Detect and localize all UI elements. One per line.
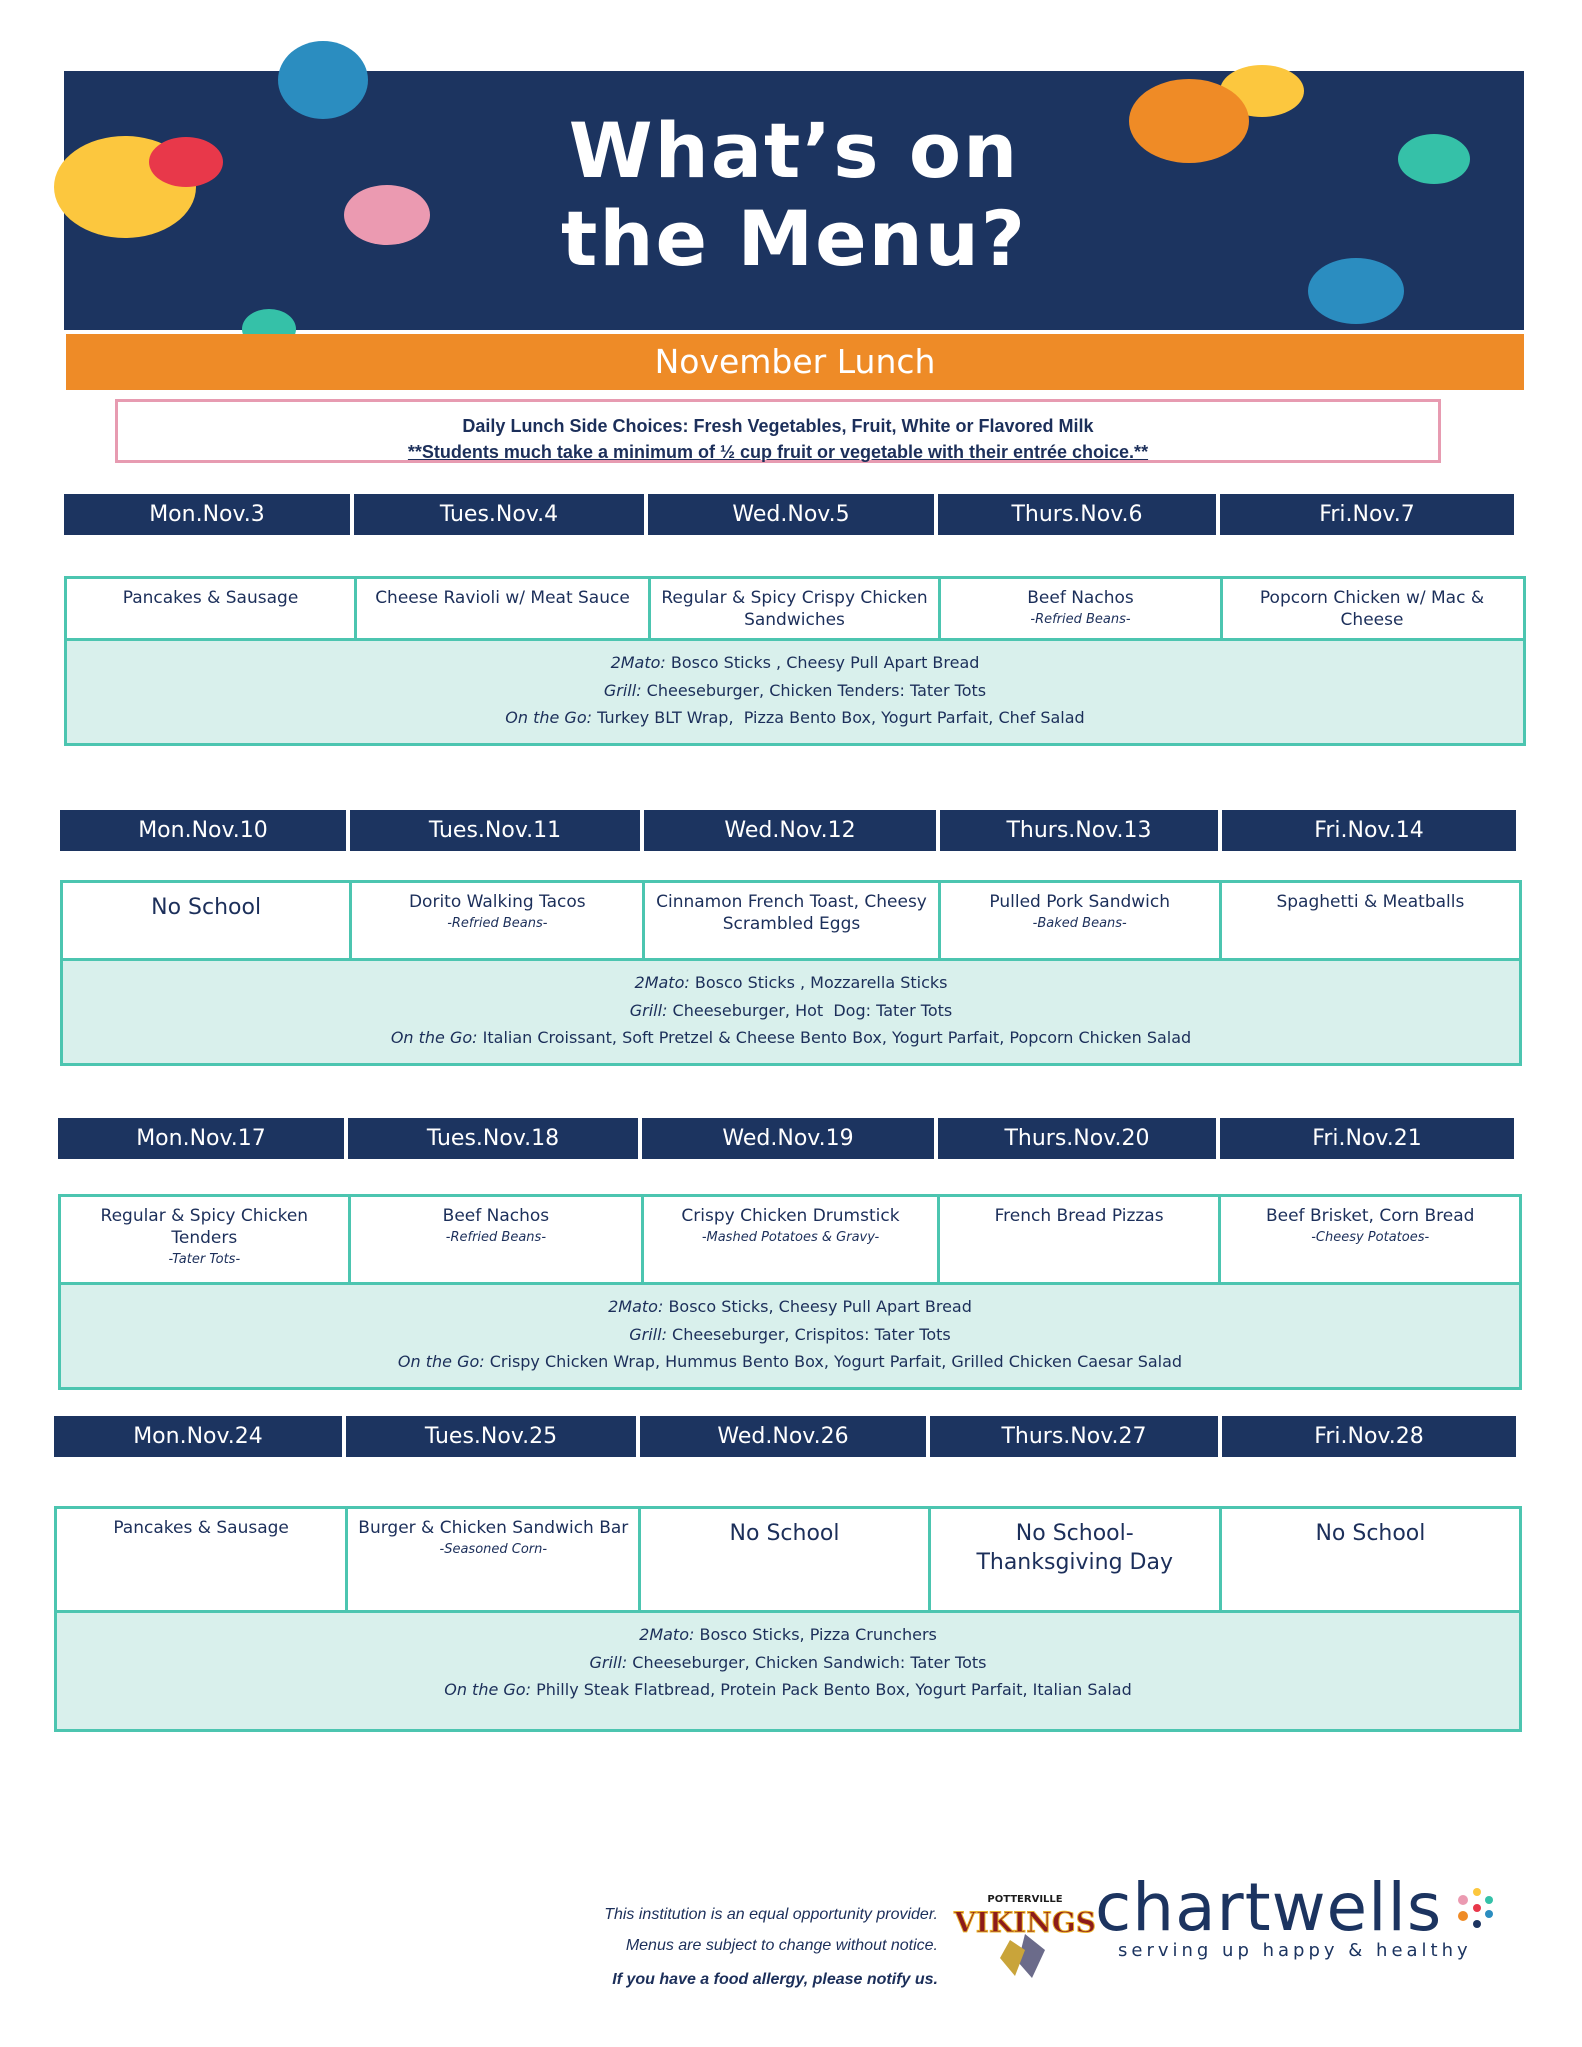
entree-title: Spaghetti & Meatballs [1276,892,1465,912]
special-text: Cheeseburger, Chicken Tenders: Tater Tots [641,680,987,700]
day-header: Mon.Nov.17 [58,1118,344,1159]
special-text: Bosco Sticks, Cheesy Pull Apart Bread [663,1297,972,1316]
vikings-logo [954,1890,1096,1980]
special-line [67,649,1523,677]
special-text: Turkey BLT Wrap, Pizza Bento Box, Yogurt Parfait, Chef Salad [592,708,1085,727]
day-header: Fri.Nov.7 [1220,494,1514,535]
day-header: Tues.Nov.11 [350,810,640,851]
entree-row [61,1197,1519,1285]
entree-title: Cheese Ravioli w/ Meat Sauce [375,588,630,608]
entree-title: No School [151,895,262,920]
day-header: Mon.Nov.3 [64,494,350,535]
vikings-logo-main: VIKINGS [954,1906,1096,1939]
entree-title: French Bread Pizzas [994,1206,1164,1226]
month-subtitle: November Lunch [66,334,1524,390]
menu-grid [54,1506,1522,1732]
entree-side: -Refried Beans- [1030,612,1131,627]
special-line [61,1293,1519,1321]
entree-title: No School- Thanksgiving Day [976,1521,1173,1575]
special-label: On the Go: [505,708,593,727]
entree-cell [61,1197,351,1282]
entree-cell [1222,1509,1519,1610]
entree-row [67,579,1523,641]
special-text: Crispy Chicken Wrap, Hummus Bento Box, Yogurt Parfait, Grilled Chicken Caesar Salad [484,1352,1183,1371]
entree-title: Beef Nachos [1027,588,1134,608]
special-line [67,704,1523,732]
day-header: Thurs.Nov.13 [940,810,1218,851]
special-line [67,677,1523,705]
notice-line1: Daily Lunch Side Choices: Fresh Vegetables, Fruit, White or Flavored Milk [462,416,1094,436]
special-line [63,969,1519,997]
special-line [61,1321,1519,1349]
entree-cell [1222,883,1519,958]
entree-title: No School [729,1521,840,1546]
special-label: 2Mato: [634,973,690,992]
special-text: Cheeseburger, Crispitos: Tater Tots [666,1324,951,1344]
day-header: Mon.Nov.10 [60,810,346,851]
entree-row [57,1509,1519,1613]
entree-side: -Refried Beans- [447,916,548,931]
entree-cell [63,883,352,958]
entree-cell [941,883,1222,958]
entree-cell [357,579,651,638]
special-line [57,1649,1519,1677]
specials-row [67,641,1523,743]
entree-side: -Tater Tots- [168,1252,241,1267]
day-header: Thurs.Nov.20 [938,1118,1216,1159]
day-header: Fri.Nov.14 [1222,810,1516,851]
entree-title: Cinnamon French Toast, Cheesy Scrambled Eggs [656,892,927,934]
special-text: Bosco Sticks , Cheesy Pull Apart Bread [665,653,980,672]
entree-cell [57,1509,348,1610]
special-label: On the Go: [397,1352,485,1371]
entree-cell [931,1509,1222,1610]
chartwells-tagline: serving up happy & healthy [1118,1940,1472,1961]
entree-cell [348,1509,641,1610]
special-text: Cheeseburger, Hot Dog: Tater Tots [667,1000,953,1020]
entree-title: Pancakes & Sausage [122,588,299,608]
special-label: 2Mato: [610,653,666,672]
entree-title: Beef Brisket, Corn Bread [1265,1206,1475,1226]
day-header: Wed.Nov.19 [642,1118,934,1159]
entree-cell [352,883,645,958]
chartwells-dots-icon [1455,1886,1515,1946]
page-title-line1: What’s on [568,106,1020,195]
entree-row [63,883,1519,961]
page-title [64,107,1524,283]
entree-cell [641,1509,930,1610]
footer-menu-change: Menus are subject to change without notice. [625,1937,938,1954]
entree-cell [644,1197,940,1282]
day-header-row [60,810,1516,851]
entree-side: -Refried Beans- [445,1230,547,1245]
special-line [61,1348,1519,1376]
special-label: Grill: [589,1652,628,1672]
entree-title: Beef Nachos [442,1206,550,1226]
side-choices-notice [115,399,1441,463]
special-line [57,1621,1519,1649]
special-line [63,1024,1519,1052]
entree-side: -Mashed Potatoes & Gravy- [701,1230,880,1245]
entree-cell [941,579,1223,638]
footer-allergy: If you have a food allergy, please notify us. [612,1971,938,1988]
entree-cell [1221,1197,1519,1282]
special-label: 2Mato: [639,1625,695,1644]
day-header: Tues.Nov.18 [348,1118,638,1159]
specials-row [63,961,1519,1063]
day-header: Mon.Nov.24 [54,1416,342,1457]
day-header: Thurs.Nov.27 [930,1416,1218,1457]
special-text: Italian Croissant, Soft Pretzel & Cheese Bento Box, Yogurt Parfait, Popcorn Chicken Salad [477,1028,1192,1047]
day-header: Fri.Nov.21 [1220,1118,1514,1159]
entree-title: No School [1315,1521,1426,1546]
menu-grid [60,880,1522,1066]
entree-title: Popcorn Chicken w/ Mac & Cheese [1259,588,1485,630]
special-label: Grill: [629,1000,668,1020]
day-header-row [58,1118,1514,1159]
entree-side: -Baked Beans- [1032,916,1127,931]
entree-title: Burger & Chicken Sandwich Bar [358,1518,629,1538]
special-label: Grill: [603,680,642,700]
special-text: Bosco Sticks, Pizza Crunchers [694,1625,937,1644]
entree-cell [351,1197,645,1282]
entree-side: -Seasoned Corn- [439,1542,548,1557]
day-header: Thurs.Nov.6 [938,494,1216,535]
entree-side: -Cheesy Potatoes- [1311,1230,1430,1245]
entree-title: Pulled Pork Sandwich [989,892,1171,912]
day-header: Tues.Nov.4 [354,494,644,535]
day-header: Wed.Nov.12 [644,810,936,851]
entree-cell [651,579,941,638]
entree-title: Regular & Spicy Chicken Tenders [100,1206,309,1248]
entree-cell [1223,579,1521,638]
entree-title: Crispy Chicken Drumstick [681,1206,900,1226]
entree-title: Regular & Spicy Crispy Chicken Sandwiches [661,588,928,630]
day-header: Fri.Nov.28 [1222,1416,1516,1457]
special-text: Cheeseburger, Chicken Sandwich: Tater Tots [627,1652,987,1672]
notice-line2: **Students much take a minimum of ½ cup fruit or vegetable with their entrée choice.** [407,442,1149,462]
entree-cell [645,883,940,958]
vikings-logo-top: POTTERVILLE [987,1894,1063,1905]
special-line [63,997,1519,1025]
special-label: On the Go: [444,1680,531,1699]
day-header: Wed.Nov.26 [640,1416,926,1457]
footer-equal-opportunity: This institution is an equal opportunity provider. [604,1906,938,1923]
day-header-row [64,494,1514,535]
special-label: Grill: [629,1324,667,1344]
entree-cell [67,579,357,638]
special-label: 2Mato: [608,1297,664,1316]
page-title-line2: the Menu? [561,194,1027,283]
day-header-row [54,1416,1516,1457]
special-label: On the Go: [390,1028,478,1047]
special-text: Philly Steak Flatbread, Protein Pack Bento Box, Yogurt Parfait, Italian Salad [530,1680,1132,1699]
menu-grid [58,1194,1522,1390]
menu-grid [64,576,1526,746]
day-header: Tues.Nov.25 [346,1416,636,1457]
day-header: Wed.Nov.5 [648,494,934,535]
special-text: Bosco Sticks , Mozzarella Sticks [689,973,948,992]
entree-title: Dorito Walking Tacos [408,892,586,912]
specials-row [61,1285,1519,1387]
entree-title: Pancakes & Sausage [113,1518,289,1538]
special-line [57,1676,1519,1704]
specials-row [57,1613,1519,1729]
entree-cell [940,1197,1222,1282]
chartwells-logo: chartwells [1095,1869,1443,1946]
header-banner [64,71,1524,330]
